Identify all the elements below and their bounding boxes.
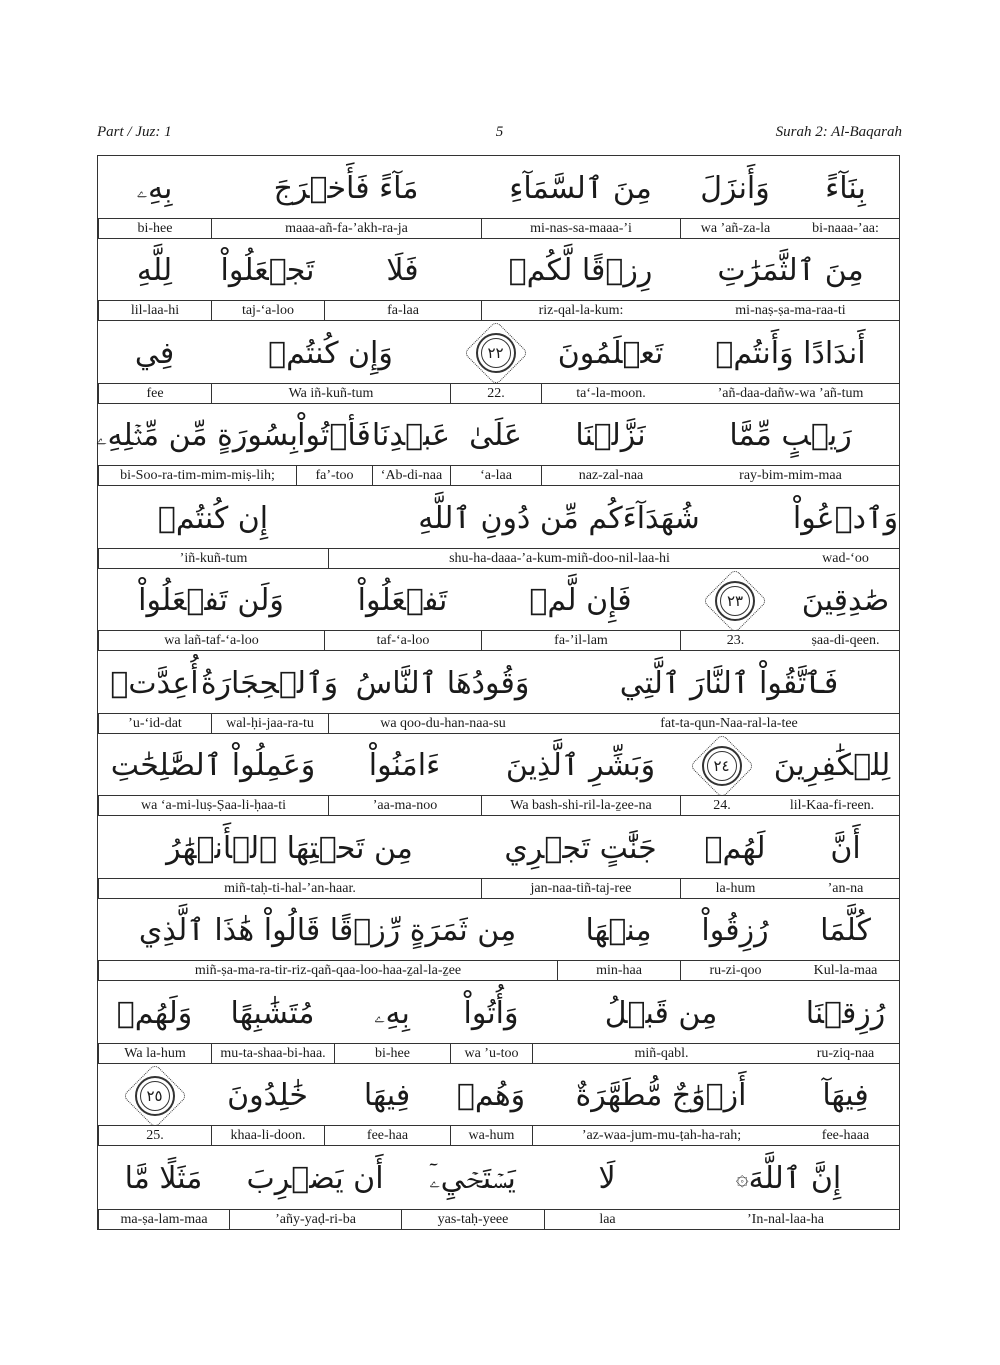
transliteration-cell: Wa bash-shi-ril-la-ẕee-na (481, 796, 680, 815)
transliteration-cell: wal-ḥi-jaa-ra-tu (211, 714, 328, 733)
arabic-line (98, 899, 899, 960)
arabic-word: مَثَلًا مَّا (124, 1160, 203, 1196)
arabic-word: بِهِۦ (136, 170, 173, 206)
verse-row (98, 1146, 899, 1229)
verse-row (98, 651, 899, 734)
verse-row (98, 486, 899, 569)
arabic-word: تَفۡعَلُواْ (357, 583, 448, 618)
transliteration-cell: ’az-waa-jum-mu-ṭah-ha-rah; (532, 1126, 790, 1145)
transliteration-cell: bi-hee (98, 219, 211, 238)
arabic-word: فَأۡتُواْ (297, 418, 371, 453)
arabic-word: لِلۡكَٰفِرِينَ (773, 748, 891, 783)
arabic-word: وَهُمۡ (456, 1078, 526, 1113)
transliteration-cell: jan-naa-tiñ-taj-ree (481, 879, 680, 898)
transliteration-cell: Wa iñ-kuñ-tum (211, 384, 450, 403)
arabic-word: وَقُودُهَا ٱلنَّاسُ (355, 665, 530, 701)
arabic-word: أَنَّ (830, 830, 861, 866)
arabic-word: لَا (598, 1160, 616, 1196)
transliteration-cell: naz-zal-naa (541, 466, 680, 485)
transliteration-cell: Kul-la-maa (813, 963, 878, 978)
transliteration-cell: fa-laa (324, 301, 481, 320)
transliteration-cell: ’añ-daa-dañw-wa ’añ-tum (717, 385, 864, 401)
verse-row (98, 734, 899, 817)
arabic-word: أَزۡوَٰجٌ مُّطَهَّرَةٌ (575, 1078, 747, 1113)
arabic-line (98, 1064, 899, 1125)
transliteration-cell: wa-hum (450, 1126, 532, 1145)
transliteration-cell: wad-‘oo (822, 550, 869, 566)
transliteration-cell: miñ-taḥ-ti-hal-’an-haar. (98, 879, 481, 898)
arabic-word: أُعِدَّتۡ (110, 665, 199, 701)
transliteration-cell: laa (544, 1210, 670, 1229)
transliteration-line (98, 383, 899, 403)
transliteration-cell: mi-nas-sa-maaa-’i (481, 219, 680, 238)
transliteration-cell: mi-naṣ-ṣa-ma-raa-ti (735, 303, 846, 318)
transliteration-cell: ‘Ab-di-naa (372, 466, 450, 485)
transliteration-cell: 22. (450, 384, 541, 403)
transliteration-cell: ’u-‘id-dat (98, 714, 211, 733)
transliteration-cell: taf-‘a-loo (324, 631, 481, 650)
arabic-word: إِنَّ ٱللَّهَ ۞ (735, 1160, 842, 1196)
transliteration-cell: yas-taḥ-yeee (401, 1210, 544, 1229)
arabic-line (98, 404, 899, 465)
arabic-word: كُلَّمَا (820, 913, 871, 948)
ayah-end-marker-icon: ٢٤ (680, 740, 763, 792)
verse-row (98, 321, 899, 404)
arabic-word: شُهَدَآءَكُم مِّن دُونِ ٱللَّهِ (418, 500, 700, 536)
transliteration-cell: fee (98, 384, 211, 403)
transliteration-cell: wa ‘a-mi-luṣ-Ṣaa-li-ḥaa-ti (98, 796, 328, 815)
arabic-line (98, 734, 899, 795)
transliteration-cell: 24. (680, 796, 763, 815)
transliteration-cell: Wa la-hum (98, 1044, 211, 1063)
transliteration-cell: la-hum (680, 879, 790, 898)
arabic-word: تَجۡعَلُواْ (220, 253, 315, 288)
verse-row (98, 156, 899, 239)
transliteration-cell: fat-ta-qun-Naa-ral-la-tee (660, 715, 798, 731)
arabic-word: نَزَّلۡنَا (575, 418, 646, 453)
transliteration-line (98, 218, 899, 238)
arabic-word: رُزِقُواْ (701, 913, 769, 948)
surah-label: Surah 2: Al-Baqarah (775, 124, 902, 140)
arabic-line (98, 1146, 899, 1207)
arabic-word: إِن كُنتُمۡ (157, 500, 269, 536)
arabic-word: مِنَ ٱلثَّمَرَٰتِ (717, 253, 864, 288)
transliteration-cell: lil-Kaa-fi-reen. (789, 798, 875, 813)
arabic-word: فَلَا (386, 253, 419, 288)
transliteration-cell: wa ’u-too (450, 1044, 532, 1063)
verse-row (98, 981, 899, 1064)
ayah-end-marker-icon: ٢٥ (98, 1070, 211, 1122)
verse-row (98, 239, 899, 322)
transliteration-cell: ṣaa-di-qeen. (811, 633, 880, 648)
transliteration-cell: bi-hee (334, 1044, 450, 1063)
arabic-line (98, 486, 899, 547)
transliteration-cell: shu-ha-daaa-’a-kum-miñ-doo-nil-laa-hi (328, 549, 790, 568)
transliteration-cell: wa lañ-taf-‘a-loo (98, 631, 324, 650)
transliteration-cell: ’añy-yaḍ-ri-ba (229, 1210, 401, 1229)
transliteration-cell: bi-naaa-’aa: (812, 220, 879, 236)
transliteration-cell: ma-ṣa-lam-maa (98, 1210, 229, 1229)
arabic-word: عَلَىٰ (469, 418, 522, 453)
transliteration-line (98, 1125, 899, 1145)
arabic-line (98, 569, 899, 630)
arabic-word: عَبۡدِنَا (371, 418, 451, 453)
arabic-word: وَعَمِلُواْ ٱلصَّٰلِحَٰتِ (110, 748, 316, 783)
transliteration-line (98, 548, 899, 568)
arabic-word: رُزِقۡنَا (805, 995, 886, 1031)
arabic-word: وَٱدۡعُواْ (792, 500, 899, 536)
arabic-word: وَأُتُواْ (463, 995, 519, 1031)
arabic-line (98, 239, 899, 300)
arabic-word: فِيهَآ (822, 1078, 869, 1113)
transliteration-cell: ’an-na (827, 880, 864, 896)
arabic-word: مَآءً فَأَخۡرَجَ (273, 170, 419, 206)
transliteration-cell: ’iñ-kuñ-tum (98, 549, 328, 568)
arabic-word: لِلَّهِ (136, 253, 173, 288)
arabic-word: فِيهَا (363, 1078, 411, 1113)
arabic-word: مِن ثَمَرَةٍ رِّزۡقًا قَالُواْ هَٰذَا ٱلَّذِي (138, 913, 517, 948)
transliteration-line (98, 630, 899, 650)
transliteration-cell: lil-laa-hi (98, 301, 211, 320)
arabic-word: فَٱتَّقُواْ ٱلنَّارَ ٱلَّتِي (619, 665, 839, 701)
arabic-word: وَلَن تَفۡعَلُواْ (138, 583, 284, 618)
arabic-word: وَلَهُمۡ (116, 995, 193, 1031)
arabic-word: مُتَشَٰبِهًا (230, 995, 315, 1031)
transliteration-cell: fa-’il-lam (481, 631, 680, 650)
transliteration-cell: ru-zi-qoo (680, 961, 790, 980)
verse-row (98, 569, 899, 652)
transliteration-line (98, 465, 899, 485)
arabic-line (98, 816, 899, 877)
arabic-word: أَندَادًا وَأَنتُمۡ (715, 335, 866, 371)
arabic-word: جَنَّٰتٍ تَجۡرِي (504, 830, 657, 866)
transliteration-cell: min-haa (557, 961, 680, 980)
transliteration-line (98, 1043, 899, 1063)
ayah-end-marker-icon: ٢٣ (680, 575, 790, 627)
arabic-word: وَأَنزَلَ (700, 170, 770, 206)
page-number: 5 (495, 124, 504, 140)
arabic-word: صَٰدِقِينَ (801, 583, 890, 618)
arabic-line (98, 321, 899, 382)
arabic-word: ءَامَنُواْ (368, 748, 441, 783)
arabic-line (98, 651, 899, 712)
transliteration-cell: bi-Soo-ra-tim-mim-miṣ-lih; (98, 466, 296, 485)
arabic-word: لَهُمۡ (704, 830, 766, 866)
arabic-line (98, 981, 899, 1042)
rub-el-hizb-icon: ۞ (735, 1165, 749, 1191)
transliteration-cell: fee-haaa (821, 1128, 870, 1143)
transliteration-line (98, 795, 899, 815)
transliteration-cell: mu-ta-shaa-bi-haa. (211, 1044, 334, 1063)
arabic-word: رِزۡقًا لَّكُمۡ (508, 253, 653, 288)
transliteration-cell: ’aa-ma-noo (328, 796, 481, 815)
transliteration-cell: taj-‘a-loo (211, 301, 324, 320)
arabic-word: بِسُورَةٍ مِّن مِّثۡلِهِۦ (96, 418, 298, 453)
arabic-word: مِن تَحۡتِهَا ٱلۡأَنۡهَٰرُ (166, 830, 413, 866)
arabic-word: مِن قَبۡلُ (604, 995, 718, 1031)
transliteration-cell: ru-ziq-naa (816, 1045, 875, 1061)
arabic-word: يَسۡتَحۡيِۦٓ (429, 1160, 516, 1196)
arabic-word: رَيۡبٍ مِّمَّا (729, 418, 852, 453)
arabic-word: وَٱلۡحِجَارَةُ (200, 665, 339, 701)
arabic-line (98, 156, 899, 217)
word-by-word-table (97, 155, 900, 1230)
arabic-word: وَبَشِّرِ ٱلَّذِينَ (505, 748, 656, 783)
ayah-end-marker-icon: ٢٢ (450, 327, 541, 379)
transliteration-cell: maaa-añ-fa-’akh-ra-ja (211, 219, 481, 238)
verse-row (98, 1064, 899, 1147)
transliteration-cell: wa ’añ-za-la (680, 219, 790, 238)
transliteration-cell: miñ-ṣa-ma-ra-tir-riz-qañ-qaa-loo-haa-ẕal-la-ẕee (98, 961, 557, 980)
transliteration-cell: 23. (680, 631, 790, 650)
transliteration-cell: riz-qal-la-kum: (481, 301, 680, 320)
juz-label: Part / Juz: 1 (97, 124, 172, 140)
transliteration-cell: 25. (98, 1126, 211, 1145)
arabic-word: مِنَ ٱلسَّمَآءِ (509, 170, 652, 206)
transliteration-cell: fee-haa (324, 1126, 450, 1145)
transliteration-cell: ta‘-la-moon. (541, 384, 680, 403)
verse-row (98, 404, 899, 487)
arabic-word: بِهِۦ (374, 995, 410, 1031)
arabic-word: وَإِن كُنتُمۡ (268, 335, 393, 371)
arabic-word: أَن يَضۡرِبَ (246, 1160, 384, 1196)
transliteration-cell: ’In-nal-laa-ha (747, 1211, 824, 1227)
arabic-word: تَعۡلَمُونَ (557, 335, 664, 371)
arabic-word: خَٰلِدُونَ (227, 1078, 308, 1113)
transliteration-line (98, 878, 899, 898)
transliteration-cell: miñ-qabl. (532, 1044, 790, 1063)
arabic-word: مِنۡهَا (585, 913, 652, 948)
transliteration-cell: ‘a-laa (450, 466, 541, 485)
transliteration-line (98, 1209, 899, 1229)
verse-row (98, 899, 899, 982)
transliteration-line (98, 960, 899, 980)
arabic-word: بِنَآءً (825, 170, 866, 206)
transliteration-line (98, 300, 899, 320)
transliteration-cell: khaa-li-doon. (211, 1126, 324, 1145)
arabic-word: فِي (134, 335, 175, 371)
page-header (97, 124, 902, 146)
transliteration-line (98, 713, 899, 733)
transliteration-cell: ray-bim-mim-maa (739, 468, 842, 483)
transliteration-cell: fa’-too (296, 466, 372, 485)
verse-row (98, 816, 899, 899)
arabic-word: فَإِن لَّمۡ (529, 583, 632, 618)
transliteration-cell: wa qoo-du-han-naa-su (328, 714, 557, 733)
